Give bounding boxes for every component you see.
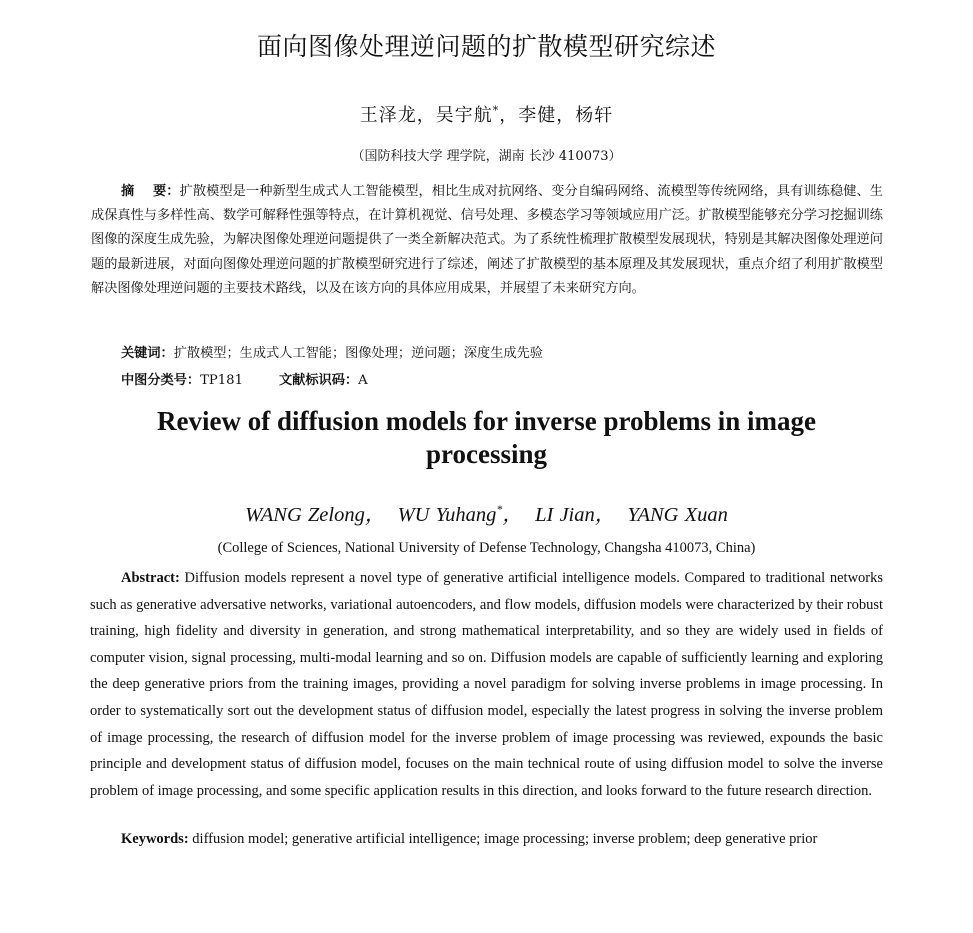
chinese-title: 面向图像处理逆问题的扩散模型研究综述	[256, 32, 716, 61]
chinese-abstract-text: 扩散模型是一种新型生成式人工智能模型，相比生成对抗网络、变分自编码网络、流模型等传统网络，具有训练稳健、生成保真性与多样性高、数学可解释性强等特点，在计算机视觉、信号处理、多模态学习等领域应用广泛。扩散模型能够充分学习挖掘训练图像的深度生成先验，为解决图像处理逆问题提供了一类全新解决范式。为了系统性梳理扩散模型发展现状，特别是其解决图像处理逆问题的最新进展，对面向图像处理逆问题的扩散模型研究进行了综述，阐述了扩散模型的基本原理及其发展现状，重点介绍了利用扩散模型解决图像处理逆问题的主要技术路线，以及在该方向的具体应用成果，并展望了未来研究方向。	[91, 184, 883, 296]
doc-code-value: A	[358, 373, 368, 388]
english-authors-rest: ， LI Jian， YANG Xuan	[502, 504, 728, 526]
chinese-keywords-text: 扩散模型；生成式人工智能；图像处理；逆问题；深度生成先验	[173, 346, 543, 361]
english-keywords-text: diffusion model; generative artificial intelligence; image processing; inverse problem; deep generative prior	[192, 831, 818, 847]
chinese-keywords	[121, 342, 543, 361]
chinese-affiliation: （国防科技大学 理学院，湖南 长沙 410073）	[351, 149, 622, 164]
english-abstract-text: Diffusion models represent a novel type of generative artificial intelligence models. Compared to traditional networks such as generative adversative networks, variational autoencoders, and flow models, diffusion models were characterized by their robust training, high fidelity and diversity in generation, and strong mathematical interpretability, and so they are widely used in fields of computer vision, signal processing, multi-modal learning and so on. Diffusion models are capable of sufficiently learning and exploring the deep generative priors from the training images, providing a novel paradigm for solving inverse problems in image processing. In order to systematically sort out the development status of diffusion model, especially the latest progress in solving the inverse problem of image processing, the research of diffusion model for the inverse problem of image processing was reviewed, expounds the basic principle and development status of diffusion model, focuses on the main technical route of using diffusion model to solve the inverse problem of image processing, and some specific application results in this direction, and looks forward to the future research direction.	[90, 570, 884, 799]
english-title-line-2: processing	[425, 439, 547, 469]
chinese-authors	[0, 101, 973, 127]
english-abstract-label: Abstract:	[121, 570, 180, 586]
clc-label: 中图分类号：	[121, 373, 201, 388]
chinese-authors-first: 王泽龙，吴宇航	[359, 105, 493, 126]
english-title	[0, 405, 973, 471]
english-authors	[0, 497, 973, 527]
english-keywords	[121, 831, 817, 848]
chinese-abstract	[91, 180, 883, 301]
chinese-authors-rest: ，李健，杨轩	[499, 105, 614, 126]
english-affiliation: (College of Sciences, National University of Defense Technology, Changsha 410073, China)	[217, 540, 756, 556]
english-abstract	[90, 565, 883, 804]
corresponding-author-mark: *	[492, 104, 500, 117]
english-authors-first: WANG Zelong， WU Yuhang	[245, 504, 497, 526]
classification-line	[121, 369, 368, 388]
clc-value: TP181	[200, 373, 243, 388]
chinese-abstract-label: 摘 要：	[121, 184, 180, 199]
english-keywords-label: Keywords:	[121, 831, 189, 847]
english-title-line-1: Review of diffusion models for inverse problems in image	[157, 406, 816, 436]
doc-code-label: 文献标识码：	[278, 373, 359, 388]
chinese-keywords-label: 关键词：	[121, 346, 174, 361]
english-corresponding-mark: *	[496, 502, 503, 517]
